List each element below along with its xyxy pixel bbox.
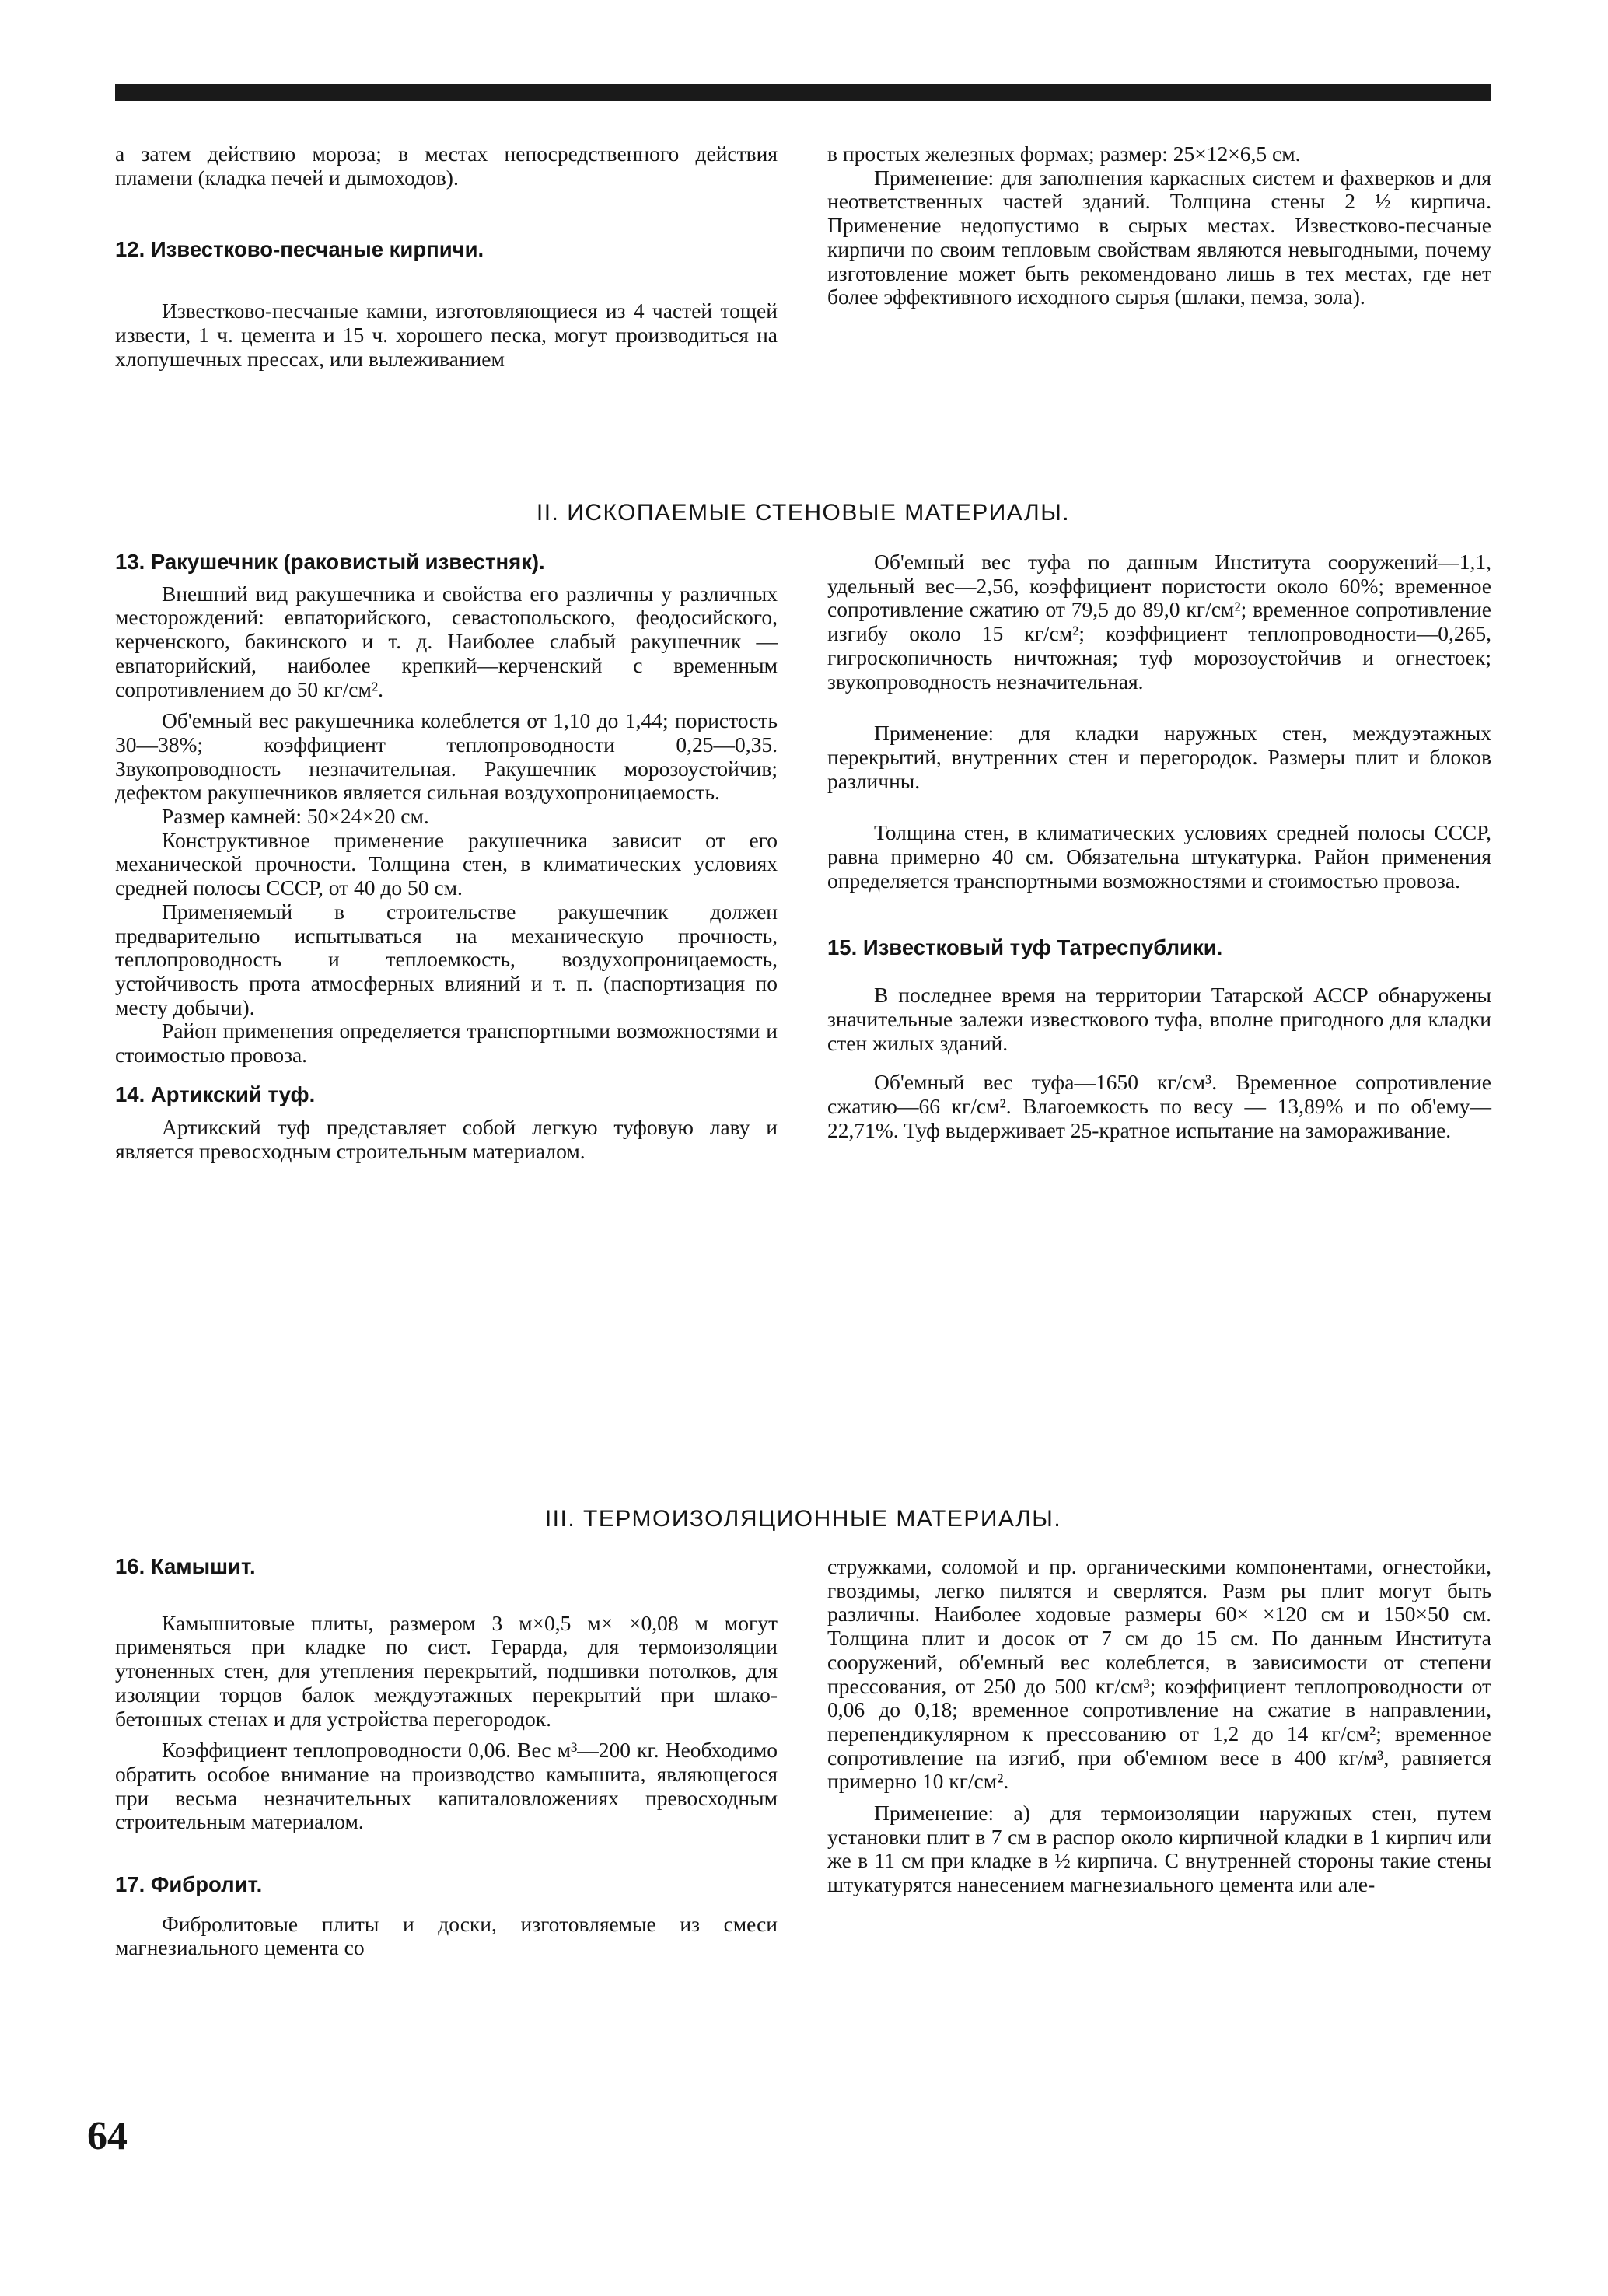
top-left-column bbox=[115, 142, 778, 371]
paragraph: Об'емный вес ракушечника колеблется от 1,10 до 1,44; пористость 30—38%; коэффициент теплопроводности 0,25—0,35. Звукопроводность незначительная. Ракушечник морозоустойчив; дефектом ракушечников является сильная воздухопроницаемость. bbox=[115, 708, 778, 805]
paragraph: Применение: для заполнения каркасных систем и фахверков и для неответственных частей зданий. Толщина стены 2 ½ кирпича. Применение недопустимо в сырых местах. Известково-песчаные кирпичи по своим тепловым свойствам являются невыгодными, почему изготовление может быть рекомендовано лишь в тех местах, где нет более эффективного исходного сырья (шлаки, пемза, зола). bbox=[827, 165, 1491, 309]
page-number: 64 bbox=[87, 2114, 128, 2158]
heading-15: 15. Известковый туф Татреспублики. bbox=[827, 935, 1223, 960]
bottom-left-column bbox=[115, 1555, 778, 1960]
bottom-right-column bbox=[827, 1555, 1491, 1897]
paragraph: Применение: а) для термоизоляции наружных стен, путем установки плит в 7 см в распор около кирпичной кладки в 1 кирпич или же в 11 см при кладке в ½ кирпича. С внутренней стороны такие стены штукатурятся нанесением магнезиального цемента или але- bbox=[827, 1801, 1491, 1897]
section-heading-2: II. ИСКОПАЕМЫЕ СТЕНОВЫЕ МАТЕРИАЛЫ. bbox=[536, 500, 1071, 526]
top-rule bbox=[115, 84, 1491, 101]
paragraph: Артикский туф представляет собой легкую туфовую лаву и является превосходным строительным материалом. bbox=[115, 1115, 778, 1164]
paragraph: Коэффициент теплопроводности 0,06. Вес м³—200 кг. Необходимо обратить особое внимание на производство камышита, являющегося при весьма незначительных капиталовложениях превосходным строительным материалом. bbox=[115, 1738, 778, 1834]
paragraph: Известково-песчаные камни, изготовляющиеся из 4 частей тощей извести, 1 ч. цемента и 15 ч. хорошего песка, могут производиться на хлопушечных прессах, или вылеживанием bbox=[115, 299, 778, 371]
paragraph: Применение: для кладки наружных стен, междуэтажных перекрытий, внутренних стен и перегородок. Размеры плит и блоков различны. bbox=[827, 721, 1491, 793]
paragraph: Внешний вид ракушечника и свойства его различны у различных месторождений: евпаторийского, севастопольского, феодосийского, керченского, бакинского и т. д. Наиболее слабый ракушечник — евпаторийский, наиболее крепкий—керченский с временным сопротивлением до 50 кг/см². bbox=[115, 581, 778, 701]
paragraph: Конструктивное применение ракушечника зависит от его механической прочности. Толщина стен, в климатических условиях средней полосы СССР, от 40 до 50 см. bbox=[115, 827, 778, 900]
paragraph: Применяемый в строительстве ракушечник должен предварительно испытываться на механическую прочность, теплопроводность и теплоемкость, воздухопроницаемость, устойчивость прота атмосферных влияний и т. п. (паспортизация по месту добычи). bbox=[115, 899, 778, 1019]
paragraph: а затем действию мороза; в местах непосредственного действия пламени (кладка печей и дымоходов). bbox=[115, 142, 778, 190]
paragraph: в простых железных формах; размер: 25×12×6,5 см. bbox=[827, 142, 1301, 166]
paragraph: Об'емный вес туфа по данным Института сооружений—1,1, удельный вес—2,56, коэффициент пористости около 60%; временное сопротивление сжатию от 79,5 до 89,0 кг/см²; временное сопротивление изгибу около 15 кг/см²; коэффициент теплопроводности—0,265, гигроскопичность ничтожная; туф морозоустойчив и огнестоек; звукопроводность незначительная. bbox=[827, 550, 1491, 694]
heading-13: 13. Ракушечник (раковистый известняк). bbox=[115, 550, 545, 574]
heading-14: 14. Артикский туф. bbox=[115, 1082, 316, 1106]
section-heading-3: III. ТЕРМОИЗОЛЯЦИОННЫЕ МАТЕРИАЛЫ. bbox=[544, 1506, 1062, 1532]
paragraph: Размер камней: 50×24×20 см. bbox=[162, 804, 429, 829]
paragraph: стружками, соломой и пр. органическими компонентами, огнестойки, гвоздимы, легко пилятся и сверлятся. Разм ры плит могут быть различны. Наиболее ходовые размеры 60× ×120 см и 150×50 см. Толщина плит и досок от 7 см до 15 см. По данным Института сооружений, об'емный вес колеблется, в зависимости от степени прессования, от 250 до 500 кг/см³; коэффициент теплопроводности от 0,06 до 0,18; временное сопротивление на сжатие в направлении, перепендикулярном к прессованию от 1,2 до 14 кг/см²; временное сопротивление на изгиб, при об'емном весе в 400 кг/м³, равняется примерно 10 кг/см². bbox=[827, 1554, 1491, 1794]
paragraph: Толщина стен, в климатических условиях средней полосы СССР, равна примерно 40 см. Обязательна штукатурка. Район применения определяется транспортными возможностями и стоимостью провоза. bbox=[827, 820, 1491, 893]
heading-16: 16. Камышит. bbox=[115, 1554, 256, 1578]
heading-12: 12. Известково-песчаные кирпичи. bbox=[115, 237, 484, 262]
paragraph: В последнее время на территории Татарской АССР обнаружены значительные залежи известкового туфа, вполне пригодного для кладки стен жилых зданий. bbox=[827, 983, 1491, 1055]
middle-right-column bbox=[827, 550, 1491, 1142]
heading-17: 17. Фибролит. bbox=[115, 1872, 263, 1897]
paragraph: Район применения определяется транспортными возможностями и стоимостью провоза. bbox=[115, 1019, 778, 1068]
top-right-column bbox=[827, 142, 1491, 309]
paragraph: Об'емный вес туфа—1650 кг/см³. Временное сопротивление сжатию—66 кг/см². Влагоемкость по весу — 13,89% и по об'ему—22,71%. Туф выдерживает 25-кратное испытание на замораживание. bbox=[827, 1070, 1491, 1142]
paragraph: Камышитовые плиты, размером 3 м×0,5 м× ×0,08 м могут применяться при кладке по сист. Герарда, для термоизоляции утоненных стен, для утепления перекрытий, подшивки потолков, для изоляции торцов балок междуэтажных перекрытий при шлако-бетонных стенах и для устройства перегородок. bbox=[115, 1610, 778, 1731]
paragraph: Фибролитовые плиты и доски, изготовляемые из смеси магнезиального цемента со bbox=[115, 1911, 778, 1960]
middle-left-column bbox=[115, 550, 778, 1164]
